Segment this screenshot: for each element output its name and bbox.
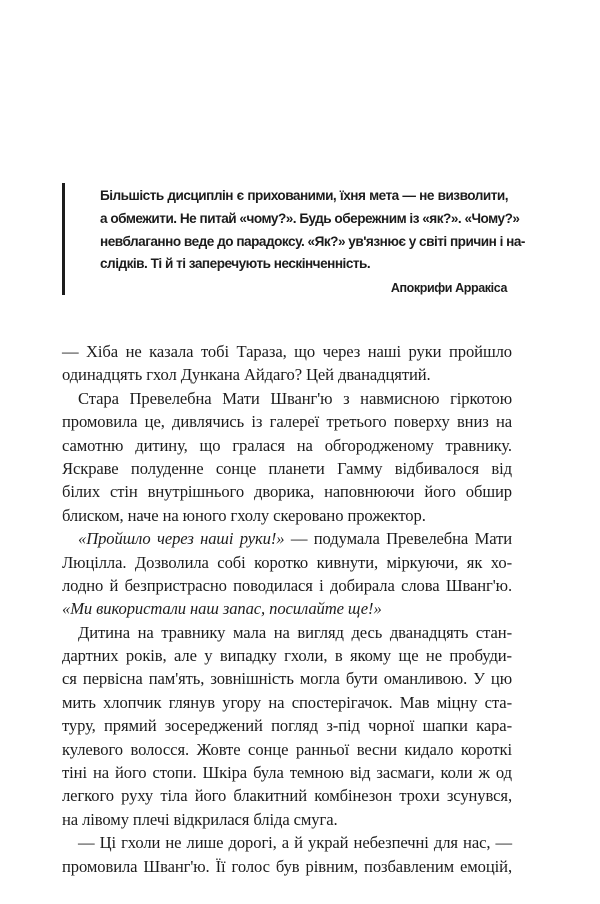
text-line: легкого руху тіла його блакитний комбінезон трохи зсунувся, (62, 786, 512, 806)
epigraph-text (100, 185, 525, 276)
text-line: Стара Превелебна Мати Шванг'ю з навмисною гіркотою (78, 388, 512, 408)
italic-quote: «Ми використали наш запас, посилайте ще!» (62, 599, 382, 619)
text-line: лодно й безпристрасно поводилася і добирала слова Шванг'ю. (62, 575, 512, 595)
text-line (62, 597, 512, 620)
text-line: Яскраве полуденне сонце планети Гамму відбивалося від (62, 458, 512, 478)
text-line: туру, прямий зосереджений погляд з-під чорної шапки кара- (62, 716, 512, 736)
text-line: на лівому плечі відкрилася бліда смуга. (62, 809, 338, 829)
text-line: — Хіба не казала тобі Тараза, що через наші руки пройшло (62, 342, 512, 361)
text-line: Люцілла. Дозволила собі коротко кивнути, міркуючи, як хо- (62, 552, 512, 572)
epigraph-line: Більшість дисциплін є прихованими, їхня мета — не визволити, (100, 188, 508, 203)
text-line: самотню дитину, що гралася на обгородженому травнику. (62, 435, 512, 455)
text-line: блиском, наче на юного гхолу скеровано прожектор. (62, 505, 426, 525)
epigraph-line: а обмежити. Не питай «чому?». Будь обережним із «як?». «Чому?» (100, 210, 520, 226)
text-line: білих стін внутрішнього дворика, наповнюючи його обшир (62, 482, 512, 502)
text-line: промовила це, дивлячись із галереї третього поверху вниз на (62, 412, 512, 432)
text-line: промовила Шванг'ю. Її голос був рівним, позбавленим емоцій, (62, 856, 512, 876)
epigraph-source: Апокрифи Арракіса (390, 281, 507, 295)
text-fragment: — подумала Превелебна Мати (284, 529, 512, 549)
epigraph (62, 183, 525, 295)
italic-quote: «Пройшло через наші руки!» (78, 529, 285, 549)
text-line: одинадцять гхол Дункана Айдаго? Цей дванадцятий. (62, 365, 431, 385)
text-line: Дитина на травнику мала на вигляд десь дванадцять стан- (78, 622, 512, 642)
text-line: дартних років, але у випадку гхоли, в якому ще не пробуди- (62, 646, 512, 666)
epigraph-line: невблаганно веде до парадоксу. «Як?» ув'язнює у світі причин і на- (100, 233, 525, 249)
text-line (62, 527, 512, 550)
text-line: кулевого волосся. Жовте сонце ранньої весни кидало короткі (62, 739, 512, 759)
text-line: — Ці гхоли не лише дорогі, а й украй небезпечні для нас, — (78, 833, 512, 853)
epigraph-line: слідків. Ті й ті заперечують нескінченність. (100, 256, 371, 272)
text-line: тіні на його стопи. Шкіра була темною від засмаги, коли ж од (62, 763, 512, 783)
text-line: ся первісна пам'ять, зовнішність могла бути оманливою. У цю (62, 669, 512, 689)
body-text (62, 340, 512, 878)
text-line: мить хлопчик глянув угору на спостерігачок. Мав міцну ста- (62, 692, 512, 712)
